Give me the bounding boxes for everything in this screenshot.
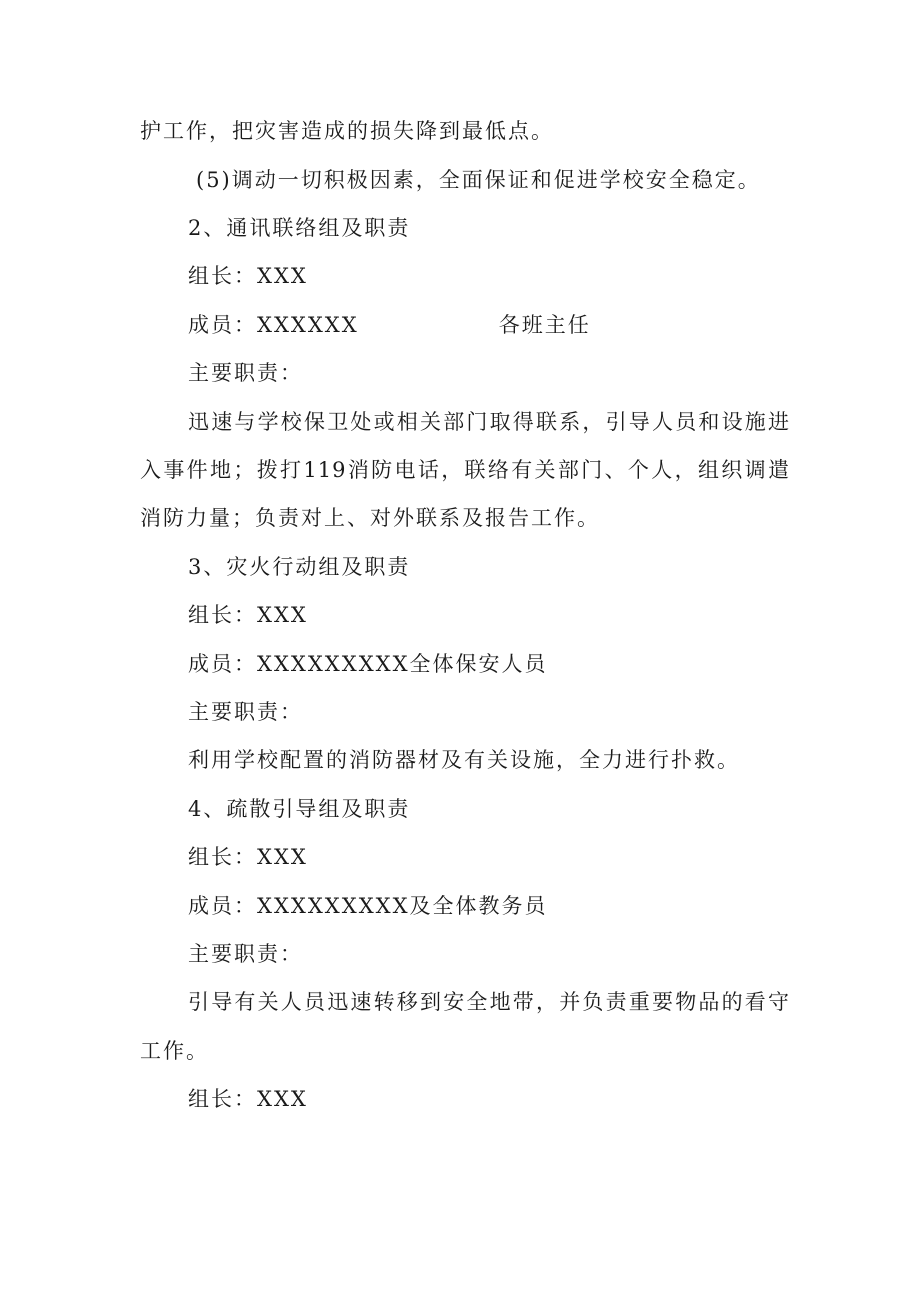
body-text-line: 入事件地；拨打119消防电话，联络有关部门、个人，组织调遣	[140, 458, 790, 482]
body-text-line: 引导有关人员迅速转移到安全地带，并负责重要物品的看守	[188, 990, 790, 1014]
group-members-line: 成员：XXXXXXXXX全体保安人员	[188, 652, 548, 676]
duties-label: 主要职责：	[188, 361, 303, 385]
body-text-line: 护工作，把灾害造成的损失降到最低点。	[140, 119, 554, 143]
duties-label: 主要职责：	[188, 700, 303, 724]
group-members-line	[188, 310, 838, 340]
duties-label: 主要职责：	[188, 942, 303, 966]
body-text-line: 迅速与学校保卫处或相关部门取得联系，引导人员和设施进	[188, 410, 790, 434]
group-leader-line: 组长：XXX	[188, 1087, 308, 1111]
group-members-extra: 各班主任	[498, 313, 591, 337]
group-leader-line: 组长：XXX	[188, 264, 308, 288]
body-text-line: 工作。	[140, 1039, 209, 1063]
section-heading: 2、通讯联络组及职责	[188, 216, 411, 240]
body-text-line: 利用学校配置的消防器材及有关设施，全力进行扑救。	[188, 748, 740, 772]
group-members-line: 成员：XXXXXXXXX及全体教务员	[188, 894, 548, 918]
body-text-line: 消防力量；负责对上、对外联系及报告工作。	[140, 506, 600, 530]
body-text-line: (5)调动一切积极因素，全面保证和促进学校安全稳定。	[196, 168, 761, 192]
group-members-text: 成员：XXXXXX	[188, 313, 359, 337]
group-leader-line: 组长：XXX	[188, 845, 308, 869]
section-heading: 3、灾火行动组及职责	[188, 555, 411, 579]
section-heading: 4、疏散引导组及职责	[188, 797, 411, 821]
group-leader-line: 组长：XXX	[188, 603, 308, 627]
